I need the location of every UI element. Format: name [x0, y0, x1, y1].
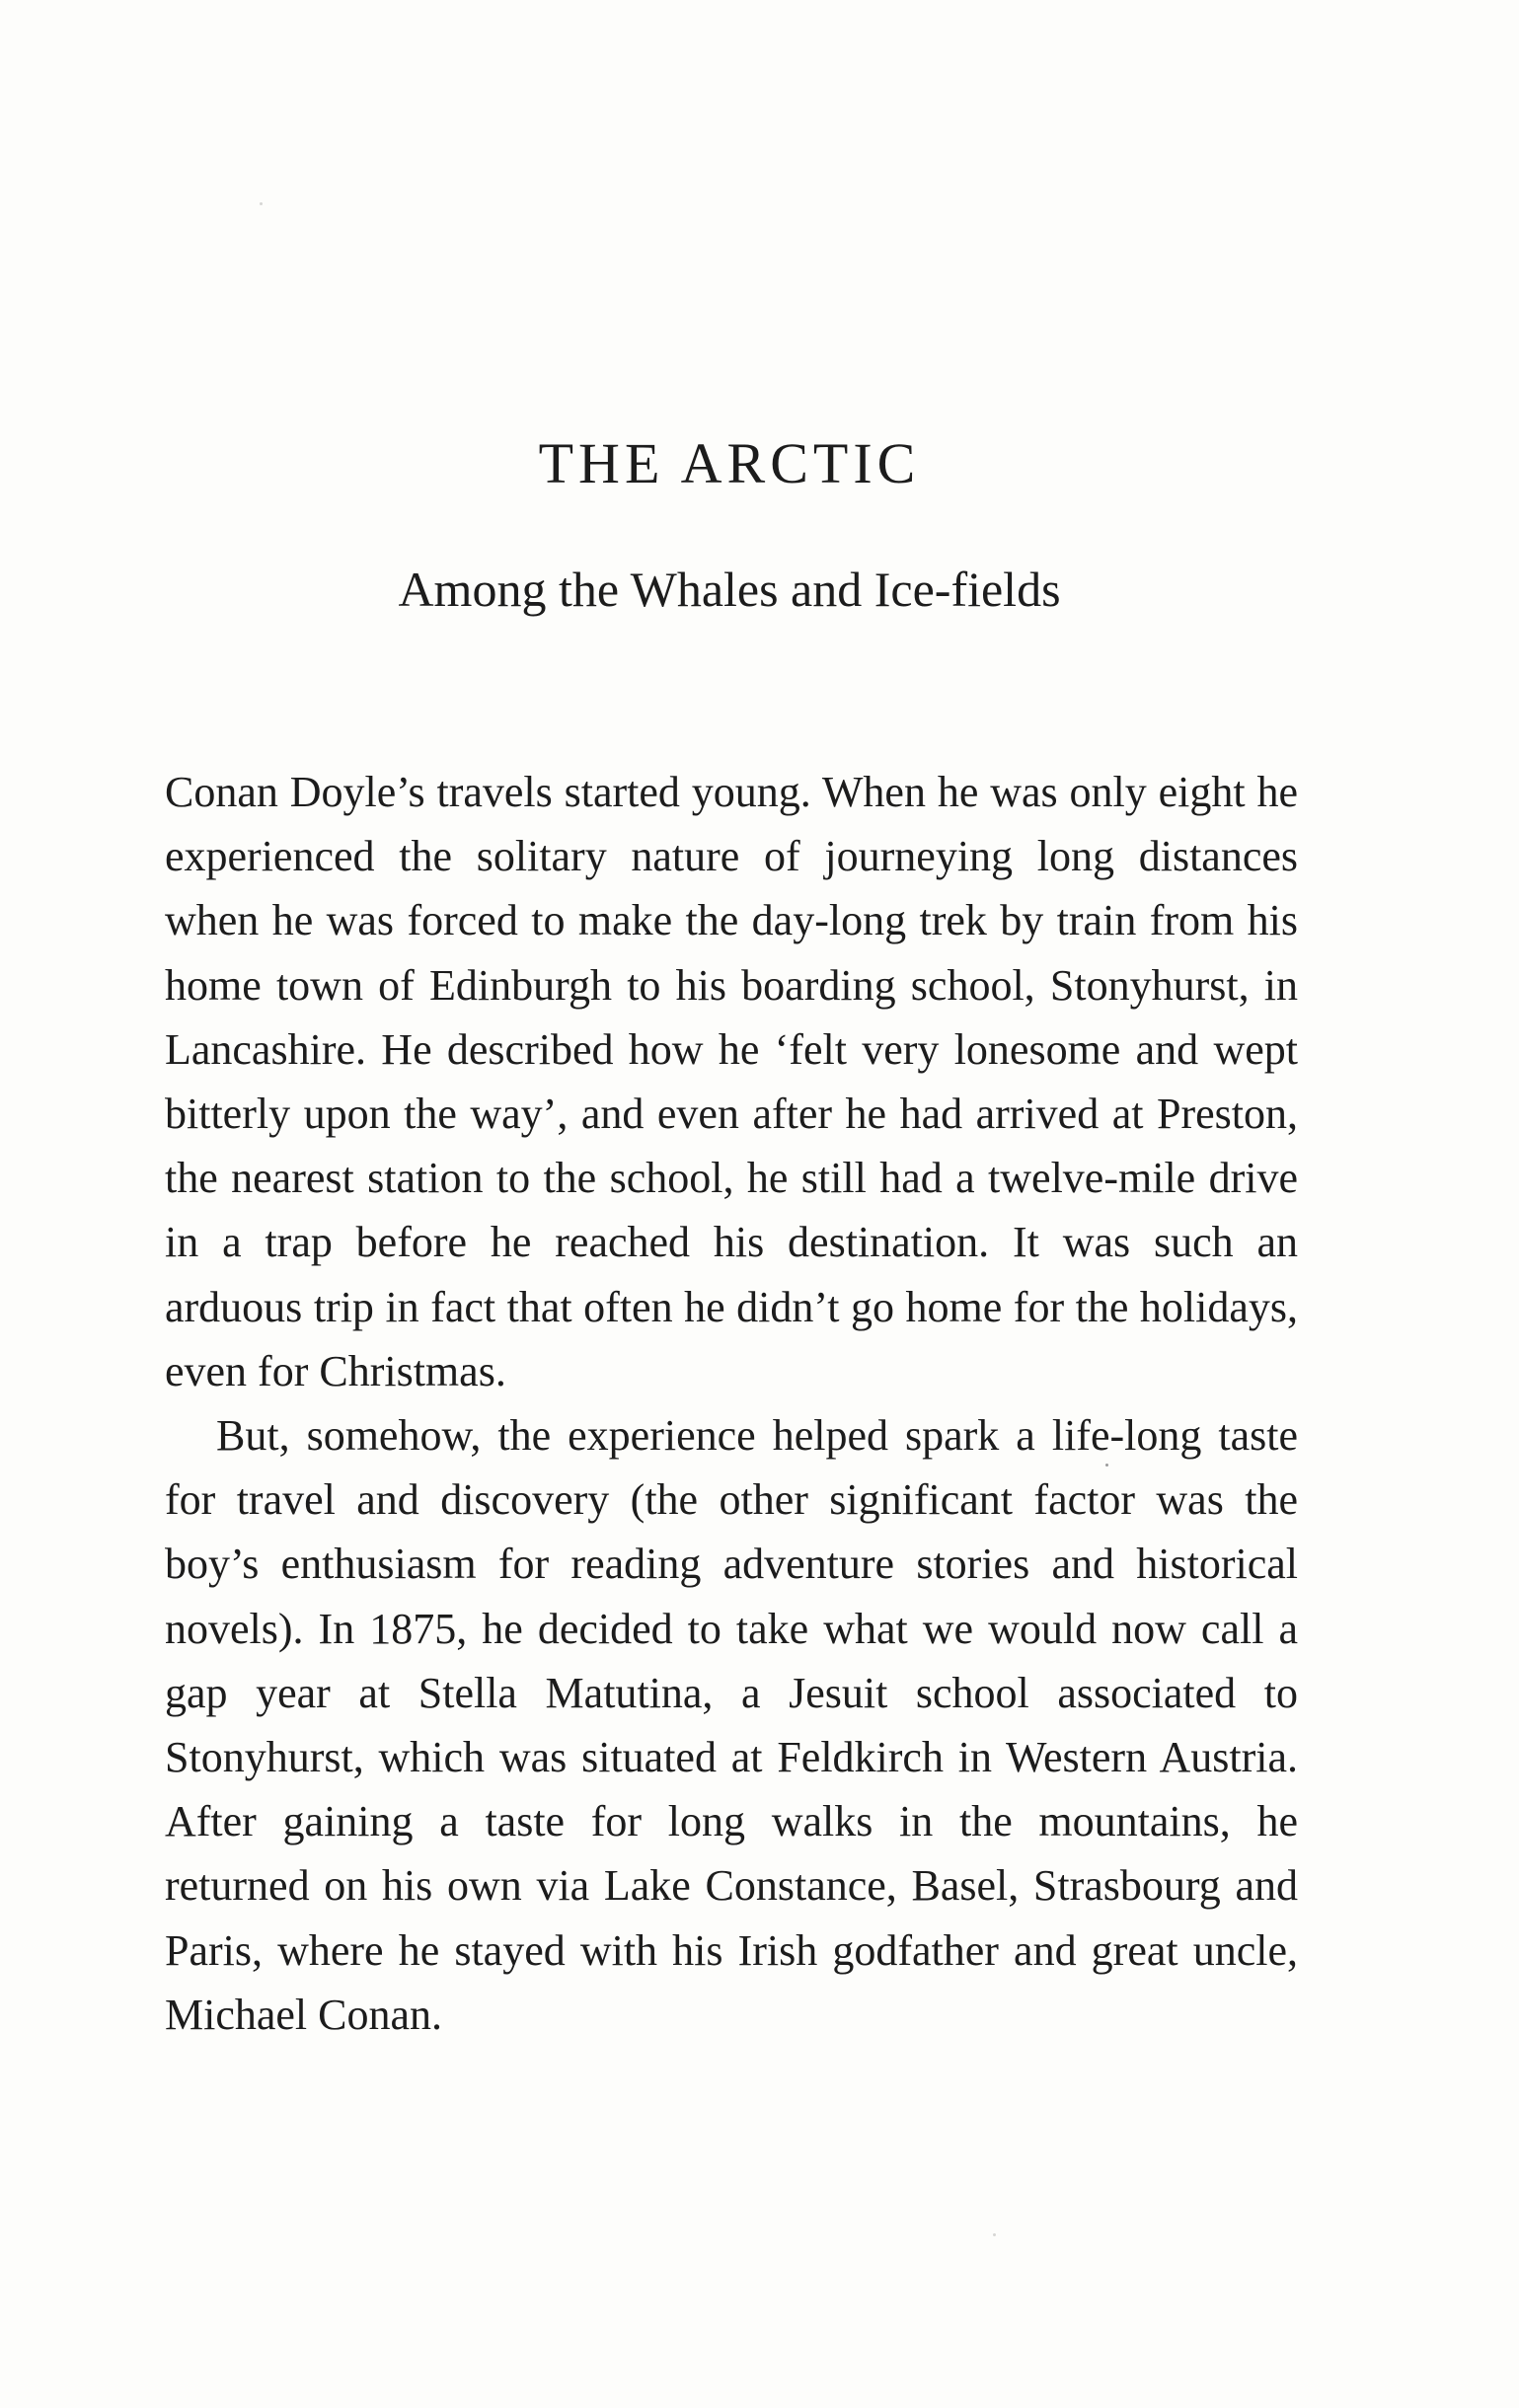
body-text	[165, 760, 1298, 2047]
paper-speck	[260, 202, 263, 205]
paragraph: Conan Doyle’s travels started young. When he was only eight he experienced the solitary nature of journeying long distances when he was forced to make the day-long trek by train from his home town of Edinburgh to his boarding school, Stonyhurst, in Lancashire. He described how he ‘felt very lonesome and wept bitterly upon the way’, and even after he had arrived at Preston, the nearest station to the school, he still had a twelve-mile drive in a trap before he reached his destination. It was such an arduous trip in fact that often he didn’t go home for the holidays, even for Christmas.	[165, 768, 1298, 1395]
paper-speck	[993, 2233, 996, 2236]
paragraph: But, somehow, the experience helped spark a life-long taste for travel and discovery (the other significant factor was the boy’s enthusiasm for reading adventure stories and historical novels). In 1875, he decided to take what we would now call a gap year at Stella Matutina, a Jesuit school associated to Stonyhurst, which was situated at Feldkirch in Western Austria. After gaining a taste for long walks in the mountains, he returned on his own via Lake Constance, Basel, Strasbourg and Paris, where he stayed with his Irish godfather and great uncle, Michael Conan.	[165, 1411, 1298, 2039]
chapter-title: THE ARCTIC	[538, 431, 921, 495]
paper-speck	[1105, 1464, 1108, 1467]
chapter-subtitle: Among the Whales and Ice-fields	[398, 562, 1061, 617]
